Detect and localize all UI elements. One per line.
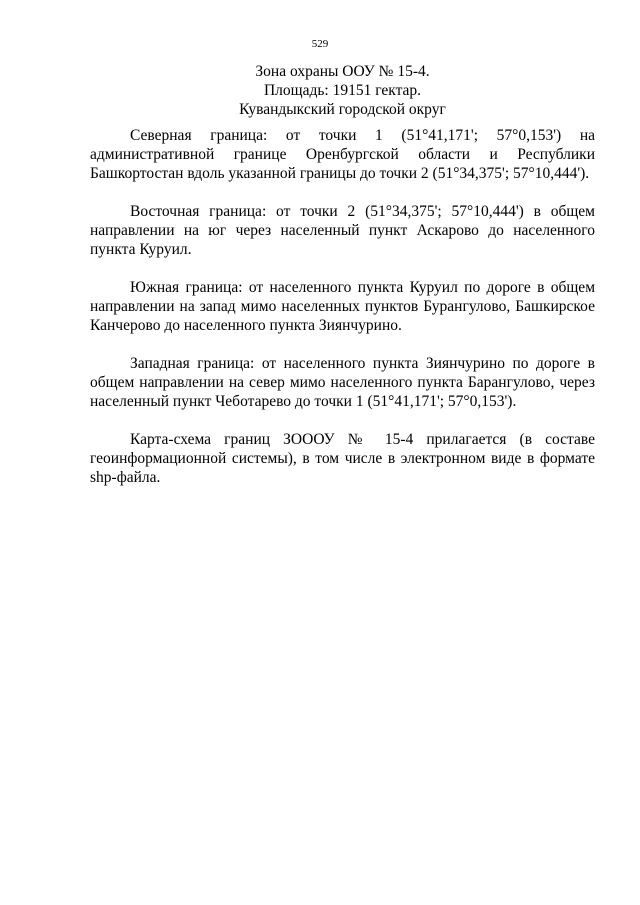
document-body bbox=[90, 126, 595, 506]
west-boundary-paragraph: Западная граница: от населенного пункта Зиянчурино по дороге в общем направлении на север мимо населенного пункта Барангулово, через населенный пункт Чеботарево до точки 1 (51°41,171'; 57°0,153'). bbox=[90, 355, 595, 410]
zone-title: Зона охраны ООУ № 15-4. bbox=[255, 63, 430, 80]
south-boundary-paragraph: Южная граница: от населенного пункта Куруил по дороге в общем направлении на запад мимо населенных пунктов Бурангулово, Башкирское Канчерово до населенного пункта Зиянчурино. bbox=[90, 279, 595, 334]
document-heading bbox=[90, 62, 595, 119]
page-number: 529 bbox=[311, 38, 329, 50]
district-line: Кувандыкский городской округ bbox=[239, 101, 446, 118]
area-line: Площадь: 19151 гектар. bbox=[263, 82, 422, 99]
north-boundary-paragraph: Северная граница: от точки 1 (51°41,171'; 57°0,153') на административной границе Оренбургской области и Республики Башкортостан вдоль указанной границы до точки 2 (51°34,375'; 57°10,444'). bbox=[90, 127, 595, 182]
map-scheme-paragraph: Карта-схема границ ЗОООУ № 15-4 прилагается (в составе геоинформационной системы), в том числе в электронном виде в формате shp-файла. bbox=[90, 431, 595, 486]
east-boundary-paragraph: Восточная граница: от точки 2 (51°34,375'; 57°10,444') в общем направлении на юг через населенный пункт Аскарово до населенного пункта Куруил. bbox=[90, 203, 595, 258]
